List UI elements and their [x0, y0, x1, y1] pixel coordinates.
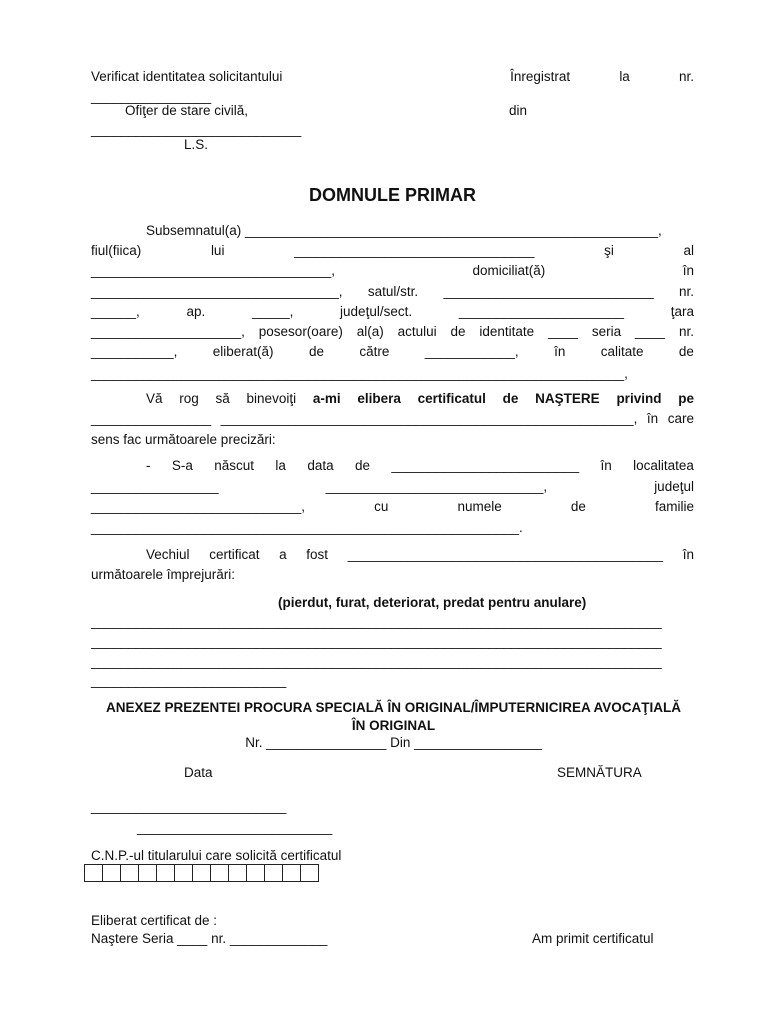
word: S-a — [171, 458, 193, 473]
word: lui — [210, 243, 225, 258]
word: către — [359, 344, 390, 359]
blank-field: ___________, — [91, 344, 178, 359]
old-cert-line-1 — [91, 547, 694, 563]
applicant-line-8: _______________________________________________________________________, — [91, 366, 628, 381]
word: fost — [306, 547, 329, 562]
annex-nr-line: Nr. ________________ Din _________________ — [245, 735, 542, 750]
from-text: din — [509, 103, 528, 118]
blank-field: _____, — [252, 304, 294, 319]
birth-line-2 — [91, 479, 694, 495]
word: în — [554, 344, 566, 359]
request-line-1 — [91, 391, 694, 407]
word: pe — [678, 391, 694, 406]
blank-field: ____ — [548, 324, 579, 339]
word: rog — [179, 391, 199, 406]
applicant-line-2 — [91, 243, 694, 259]
word: eliberat(ă) — [212, 344, 274, 359]
word: să — [215, 391, 230, 406]
page-title: DOMNULE PRIMAR — [309, 185, 476, 205]
word: privind — [616, 391, 662, 406]
word: ap. — [186, 304, 206, 319]
word: ţara — [670, 304, 694, 319]
word: familie — [654, 499, 694, 514]
word: de — [570, 499, 586, 514]
word: nr. — [678, 284, 694, 299]
cnp-digit-box[interactable] — [264, 864, 283, 882]
word: calitate — [600, 344, 644, 359]
cnp-digit-box[interactable] — [120, 864, 139, 882]
blank-field: _________________________ — [391, 458, 580, 473]
applicant-line-3 — [91, 263, 694, 279]
applicant-line-7 — [91, 344, 694, 360]
word: certificat — [209, 547, 260, 562]
officer-text: Ofiţer de stare civilă, — [125, 103, 249, 118]
blank-field: _________________ — [91, 479, 219, 494]
blank-field: _________________________________, — [91, 284, 343, 299]
blank-field: ____________________, — [91, 324, 245, 339]
blank-field: ____________________________ — [443, 284, 654, 299]
word: la — [275, 458, 286, 473]
birth-line-3 — [91, 499, 694, 515]
word: binevoiţi — [246, 391, 297, 406]
word: de — [678, 344, 694, 359]
word: identitate — [479, 324, 535, 339]
cnp-digit-box[interactable] — [282, 864, 301, 882]
registered-la: la — [619, 69, 630, 84]
word: localitatea — [633, 458, 694, 473]
blank-field: ____________________________, — [91, 499, 305, 514]
request-line-3: sens fac următoarele precizări: — [91, 432, 276, 447]
old-cert-options: (pierdut, furat, deteriorat, predat pentru anulare) — [278, 595, 587, 610]
series-text: Naştere Seria ____ nr. _____________ — [91, 931, 328, 946]
word: în — [682, 547, 694, 562]
word: cu — [374, 499, 389, 514]
word: Vechiul — [146, 547, 190, 562]
blank-field: __________________________________________ — [347, 547, 664, 562]
word: certificatul — [417, 391, 486, 406]
received-text: Am primit certificatul — [532, 931, 654, 946]
reason-line-2: ____________________________________________________________________________ — [91, 634, 662, 649]
word: a-mi — [312, 391, 341, 406]
cnp-digit-box[interactable] — [192, 864, 211, 882]
blank-field: _______________________________________________________, — [220, 411, 638, 426]
word: în — [646, 411, 659, 426]
word: şi — [604, 243, 614, 258]
verify-identity-text: Verificat identitatea solicitantului — [91, 69, 283, 84]
cnp-digit-box[interactable] — [246, 864, 265, 882]
signature-label: SEMNĂTURA — [557, 765, 642, 780]
issued-by-text: Eliberat certificat de : — [91, 913, 218, 928]
birth-line-1 — [91, 458, 694, 474]
registered-nr: nr. — [678, 69, 694, 84]
applicant-line-4 — [91, 284, 694, 300]
word: de — [354, 458, 370, 473]
word: judeţul — [654, 479, 694, 494]
word: elibera — [357, 391, 401, 406]
blank-field: ________________________________ — [294, 243, 535, 258]
applicant-line-1: Subsemnatul(a) _______________________________________________________, — [146, 223, 662, 238]
word: al(a) — [356, 324, 384, 339]
blank-field: ________________ — [91, 411, 212, 426]
word: care — [667, 411, 694, 426]
word: născut — [214, 458, 255, 473]
word: în — [682, 263, 694, 278]
word: a — [279, 547, 287, 562]
blank-field: _____________________________, — [325, 479, 548, 494]
cnp-digit-box[interactable] — [84, 864, 103, 882]
word: domiciliat(ă) — [472, 263, 546, 278]
annex-text: ANEXEZ PREZENTEI PROCURA SPECIALĂ ÎN ORIGINAL/ÎMPUTERNICIREA AVOCAŢIALĂ ÎN ORIGINAL — [105, 700, 682, 733]
word: nr. — [678, 324, 694, 339]
reason-line-4: __________________________ — [91, 673, 287, 688]
word: seria — [591, 324, 622, 339]
verify-signature-line: ________________ — [91, 89, 212, 104]
date-label: Data — [184, 765, 213, 780]
cnp-digit-box[interactable] — [174, 864, 193, 882]
header-line-1 — [91, 69, 694, 85]
cnp-digit-box[interactable] — [102, 864, 121, 882]
blank-field: ____ — [635, 324, 666, 339]
word: posesor(oare) — [258, 324, 343, 339]
applicant-line-5 — [91, 304, 694, 320]
blank-field: ______________________ — [458, 304, 624, 319]
applicant-line-6 — [91, 324, 694, 340]
seal-text: L.S. — [184, 137, 209, 152]
footer-row — [91, 931, 694, 947]
word: judeţul/sect. — [340, 304, 413, 319]
word: de — [308, 344, 324, 359]
word: - — [146, 458, 151, 473]
word: de — [450, 324, 466, 339]
birth-line-4: _________________________________________________________. — [91, 520, 523, 535]
blank-field: ____________, — [424, 344, 519, 359]
word: actului — [397, 324, 437, 339]
blank-field: ________________________________, — [91, 263, 336, 278]
reason-line-3: ____________________________________________________________________________ — [91, 654, 662, 669]
word: în — [600, 458, 612, 473]
signature-line: __________________________ — [137, 820, 333, 835]
word: Vă — [146, 391, 163, 406]
word: al — [683, 243, 694, 258]
word: fiul(fiica) — [91, 243, 142, 258]
cnp-digit-box[interactable] — [156, 864, 175, 882]
reason-line-1: ____________________________________________________________________________ — [91, 614, 662, 629]
word: NAŞTERE — [535, 391, 600, 406]
word: numele — [457, 499, 502, 514]
date-line: __________________________ — [91, 799, 287, 814]
officer-signature-line: ____________________________ — [91, 122, 302, 137]
cnp-label: C.N.P.-ul titularului care solicită certificatul — [91, 848, 342, 863]
cnp-grid[interactable] — [84, 864, 319, 882]
old-cert-line-2: următoarele împrejurări: — [91, 567, 236, 582]
word: satul/str. — [367, 284, 419, 299]
cnp-digit-box[interactable] — [210, 864, 229, 882]
cnp-digit-box[interactable] — [228, 864, 247, 882]
cnp-digit-box[interactable] — [138, 864, 157, 882]
blank-field: ______, — [91, 304, 140, 319]
registered-word: Înregistrat — [510, 69, 571, 84]
cnp-digit-box[interactable] — [300, 864, 319, 882]
request-line-2 — [91, 411, 694, 427]
word: de — [502, 391, 519, 406]
word: data — [307, 458, 334, 473]
